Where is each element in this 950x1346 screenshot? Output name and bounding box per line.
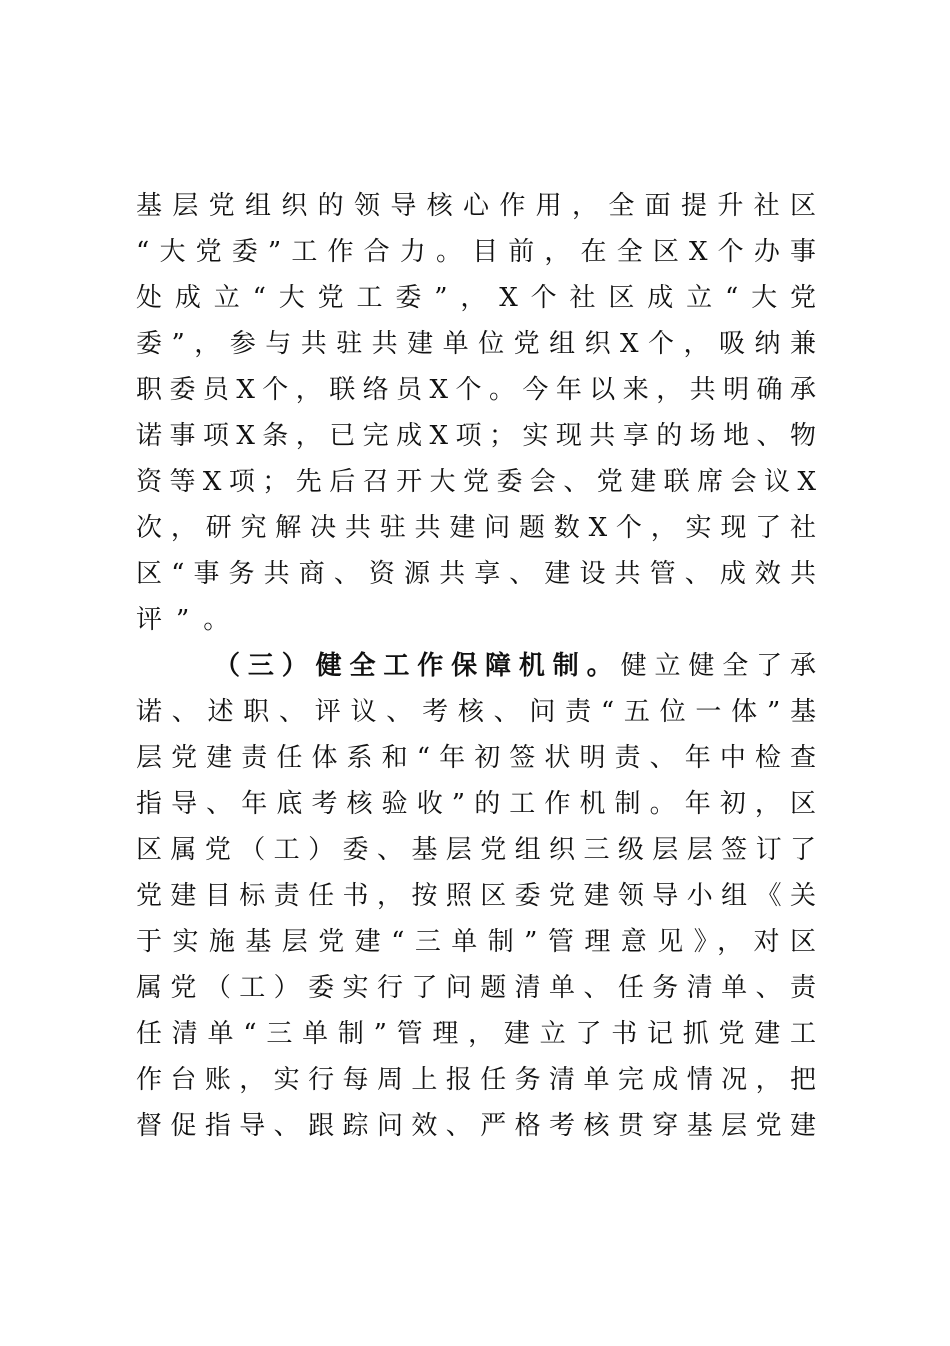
paragraph-1-line-9: 区“事务共商、资源共享、建设共管、成效共 xyxy=(136,559,816,589)
paragraph-2-line-5: 区属党（工）委、基层党组织三级层层签订了 xyxy=(136,835,816,865)
paragraph-2-line-6: 党建目标责任书，按照区委党建领导小组《关 xyxy=(136,881,816,911)
paragraph-2-line-7: 于实施基层党建“三单制”管理意见》，对区 xyxy=(136,927,816,957)
paragraph-2-line-8: 属党（工）委实行了问题清单、任务清单、责 xyxy=(136,973,816,1003)
paragraph-2-line-11: 督促指导、跟踪问效、严格考核贯穿基层党建 xyxy=(136,1111,816,1141)
paragraph-1-line-2: “大党委”工作合力。目前，在全区X个办事 xyxy=(136,237,816,267)
paragraph-1-line-5: 职委员X个，联络员X个。今年以来，共明确承 xyxy=(136,375,816,405)
paragraph-2-line-3: 层党建责任体系和“年初签状明责、年中检查 xyxy=(136,743,816,773)
paragraph-2-first-line xyxy=(214,646,816,686)
paragraph-2-line-2: 诺、述职、评议、考核、问责“五位一体”基 xyxy=(136,697,816,727)
paragraph-1-line-7: 资等X项；先后召开大党委会、党建联席会议X xyxy=(136,467,816,497)
paragraph-1-line-8: 次，研究解决共驻共建问题数X个，实现了社 xyxy=(136,513,816,543)
paragraph-1-line-1: 基层党组织的领导核心作用，全面提升社区 xyxy=(136,191,816,221)
paragraph-1-line-3: 处成立“大党工委”，X个社区成立“大党 xyxy=(136,283,816,313)
section-heading: （三）健全工作保障机制。 xyxy=(214,651,621,681)
paragraph-1-line-4: 委”，参与共驻共建单位党组织X个，吸纳兼 xyxy=(136,329,816,359)
paragraph-1-line-6: 诺事项X条，已完成X项；实现共享的场地、物 xyxy=(136,421,816,451)
paragraph-2-line-9: 任清单“三单制”管理，建立了书记抓党建工 xyxy=(136,1019,816,1049)
paragraph-1-line-10: 评”。 xyxy=(136,605,244,635)
paragraph-2-first-line-rest: 健立健全了承 xyxy=(620,651,816,681)
paragraph-2-line-10: 作台账，实行每周上报任务清单完成情况，把 xyxy=(136,1065,816,1095)
paragraph-2-line-4: 指导、年底考核验收”的工作机制。年初，区 xyxy=(136,789,816,819)
